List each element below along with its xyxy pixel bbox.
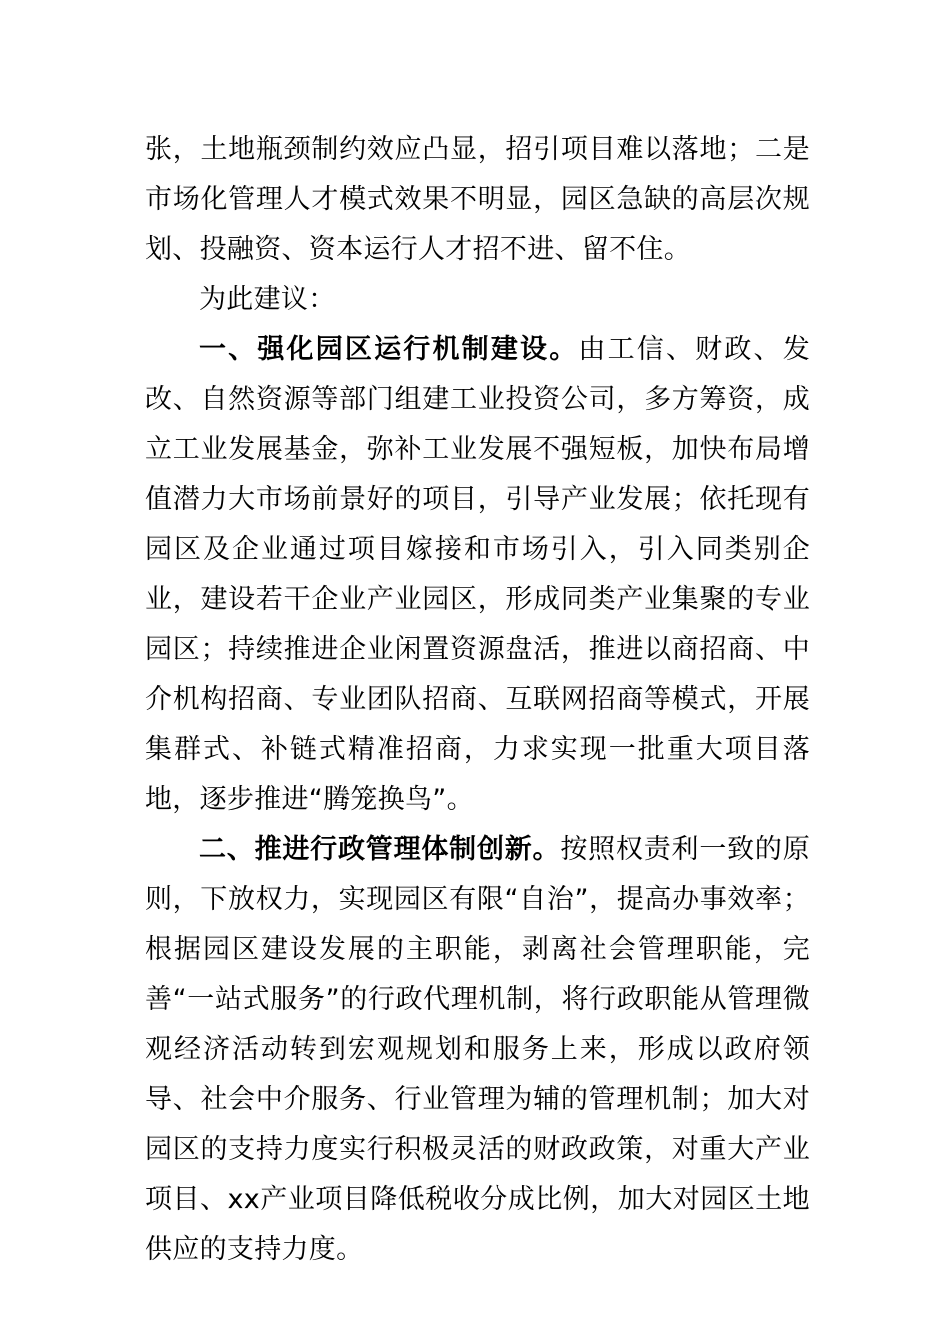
- section-1-heading: 一、强化园区运行机制建设。: [199, 334, 579, 365]
- paragraph-continuation: 张，土地瓶颈制约效应凸显，招引项目难以落地；二是市场化管理人才模式效果不明显，园区急缺的高层次规划、投融资、资本运行人才招不进、留不住。: [145, 134, 810, 265]
- section-2-body: 按照权责利一致的原则，下放权力，实现园区有限“自治”，提高办事效率；根据园区建设发展的主职能，剥离社会管理职能，完善“一站式服务”的行政代理机制，将行政职能从管理微观经济活动转到宏观规划和服务上来，形成以政府领导、社会中介服务、行业管理为辅的管理机制；加大对园区的支持力度实行积极灵活的财政政策，对重大产业项目、xx产业项目降低税收分成比例，加大对园区土地供应的支持力度。: [145, 834, 811, 1265]
- paragraph-recommendation-intro: 为此建议：: [199, 284, 336, 315]
- section-1-body: 由工信、财政、发改、自然资源等部门组建工业投资公司，多方筹资，成立工业发展基金，弥补工业发展不强短板，加快布局增值潜力大市场前景好的项目，引导产业发展；依托现有园区及企业通过项目嫁接和市场引入，引入同类别企业，建设若干企业产业园区，形成同类产业集聚的专业园区；持续推进企业闲置资源盘活，推进以商招商、中介机构招商、专业团队招商、互联网招商等模式，开展集群式、补链式精准招商，力求实现一批重大项目落地，逐步推进“腾笼换鸟”。: [145, 334, 810, 815]
- section-1-paragraph: [145, 325, 810, 825]
- section-2-paragraph: [145, 825, 810, 1275]
- document-body: [145, 125, 810, 1275]
- section-2-heading: 二、推进行政管理体制创新。: [199, 834, 561, 865]
